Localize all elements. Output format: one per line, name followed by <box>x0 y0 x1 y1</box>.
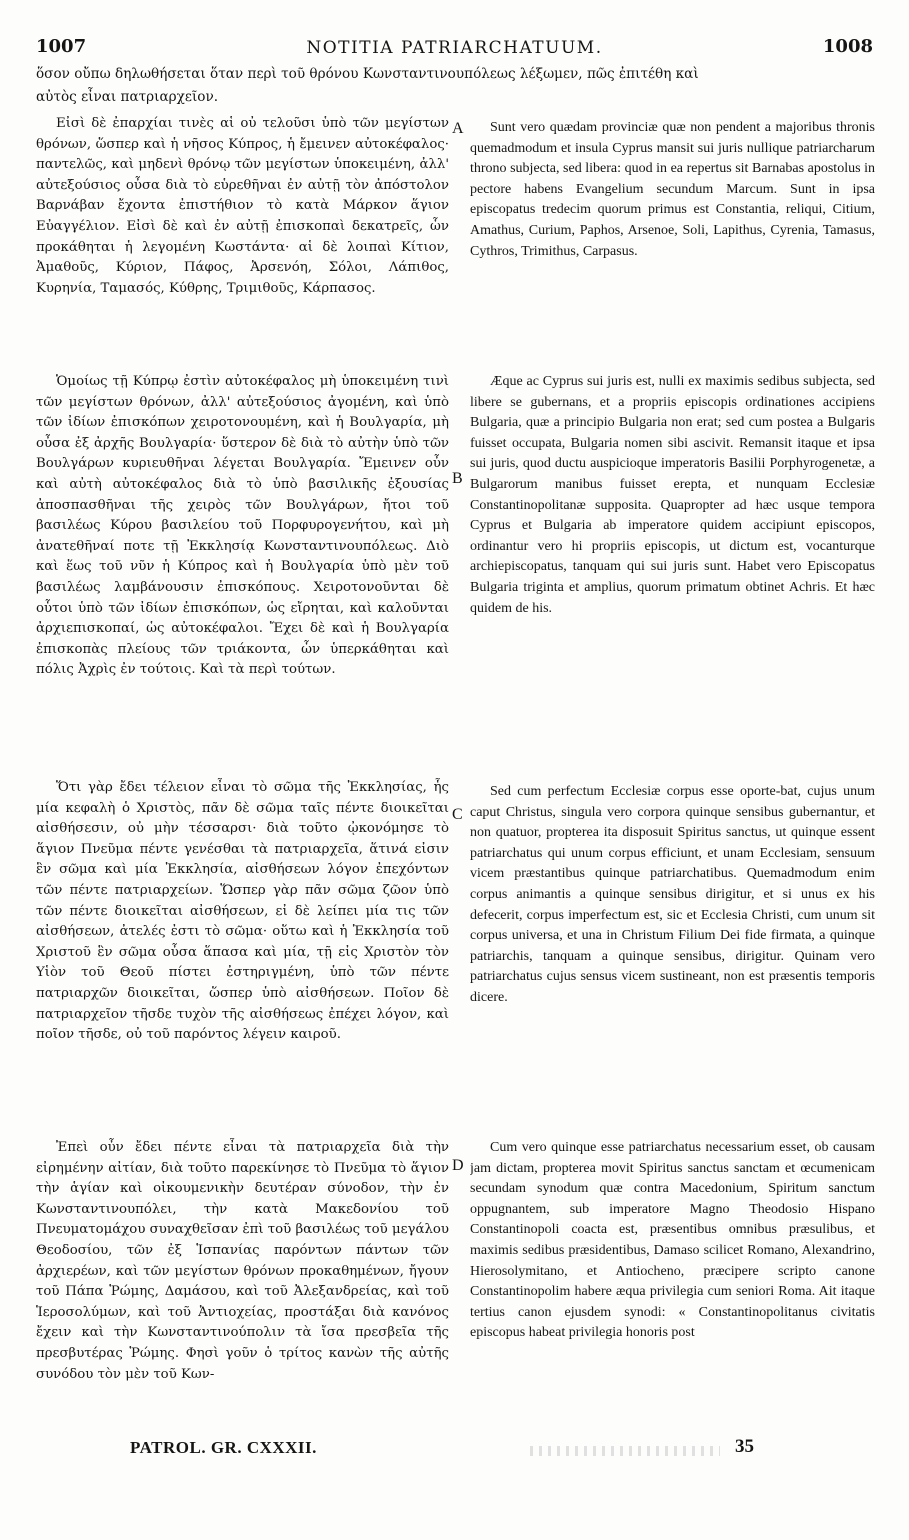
signature-mark: 35 <box>735 1436 754 1457</box>
latin-paragraph-3: Sed cum perfectum Ecclesiæ corpus esse oporte-bat, cujus unum caput Christus, singula vero corpora quinque sensibus gubernantur, et non quatuor, propterea ita disposuit Spiritus sanctus, ut quinque essent patriarchatus qui unum corpus efficiunt, et unam Ecclesiam, sensuum vicem præstantibus quinque patriarchatibus. Quemadmodum enim corpus animantis a quinque sensibus dirigitur, et si unus ex his defecerit, corpus imperfectum est, sic et Ecclesia Christi, cum unum sit corpus universa, et una in Christum Filium Dei fide firmata, a quinque patriarchis, tanquam a quinque sensibus, dirigitur. Quinam vero patriarchatus cujus sensus vicem sustineant, non est præsentis temporis dicere. <box>470 784 875 1005</box>
greek-paragraph-3: Ὅτι γὰρ ἔδει τέλειον εἶναι τὸ σῶμα τῆς Ἐκκλησίας, ἧς μία κεφαλὴ ὁ Χριστὸς, πᾶν δὲ σῶμα ταῖς πέντε διοικεῖται αἰσθήσεσιν, οὐ μὴν τέσσαρσι· διὰ τοῦτο ᾠκονόμησε τὸ ἅγιον Πνεῦμα πέντε γενέσθαι τὰ πατριαρχεῖα, ἅτινά εἰσιν ἓν σῶμα καὶ μία Ἐκκλησία, αἰσθήσεων λόγον ἐπεχόντων τῶν πέντε πατριαρχείων. Ὥσπερ γὰρ πᾶν σῶμα ζῶον ὑπὸ τῶν πέντε διοικεῖται αἰσθήσεων, εἰ δὲ λείπει μία τις τῶν αἰσθήσεων, ἀτελές ἐστι τὸ σῶμα· οὕτω καὶ ἡ Ἐκκλησία τοῦ Χριστοῦ ἓν σῶμα οὖσα ἅπασα καὶ μία, τῇ εἰς Χριστὸν τὸν Υἱὸν τοῦ Θεοῦ πίστει ἐστηριγμένη, ὑπὸ τῶν πέντε πατριαρχῶν διοικεῖται, ὥσπερ ὑπὸ αἰσθήσεων. Ποῖον δὲ πατριαρχεῖον τῆσδε τυχὸν τῆς αἰσθήσεως ἐπέχει λόγον, καὶ ποῖον τῆσδε, οὐ τοῦ παρόντος λέγειν καιροῦ. <box>36 780 449 1043</box>
page-footer <box>0 1438 909 1468</box>
running-title: NOTITIA PATRIARCHATUUM. <box>306 38 603 58</box>
continuation-line-1: ὅσον οὔπω δηλωθήσεται ὅταν περὶ τοῦ θρόνου Κωνσταντινουπόλεως λέξωμεν, πῶς ἐπιτέθη καὶ <box>36 66 699 82</box>
patrologia-volume-label: PATROL. GR. CXXXII. <box>130 1438 317 1457</box>
margin-letter-d: D <box>452 1157 464 1174</box>
margin-letter-b: B <box>452 470 463 487</box>
latin-paragraph-4: Cum vero quinque esse patriarchatus necessarium esset, ob causam jam dictam, propterea movit Spiritus sanctus sanctam et œcumenicam secundam synodum quæ contra Macedonium, Spiritum sanctum oppugnantem, sub imperatore Magno Theodosio Hispano Constantinopoli coacta est, præsentibus omnibus præsulibus, et maximis sedibus præsidentibus, Damaso scilicet Romano, Alexandrino, Hierosolymitano, et Antiocheno, præcipere scripto canone Constantinopolim habere æqua privilegia cum seniori Roma. Ait itaque tertius canon ejusdem synodi: « Constantinopolitanus civitatis episcopus habeat privilegia honoris post <box>470 1140 875 1341</box>
margin-letter-c: C <box>452 806 463 823</box>
right-column-number: 1008 <box>822 36 873 57</box>
greek-paragraph-4: Ἐπεὶ οὖν ἔδει πέντε εἶναι τὰ πατριαρχεῖα διὰ τὴν εἰρημένην αἰτίαν, διὰ τοῦτο παρεκίνησε τὸ Πνεῦμα τὸ ἅγιον τὴν ἁγίαν καὶ οἰκουμενικὴν δευτέραν σύνοδον, τὴν ἐν Κωνσταντινουπόλει, τὴν κατὰ Μακεδονίου τοῦ Πνευματομάχου συναχθεῖσαν ἐπὶ τοῦ βασιλέως τοῦ μεγάλου Θεοδοσίου, τῶν ἐξ Ἱσπανίας παρόντων πάντων τῶν ἀρχιερέων, καὶ τῶν μεγίστων θρόνων προκαθημένων, ἤγουν τοῦ Πάπα Ῥώμης, Δαμάσου, καὶ τοῦ Ἀλεξανδρείας, καὶ τοῦ Ἱεροσολύμων, καὶ τοῦ Ἀντιοχείας, προστάξαι διὰ κανόνος ἔχειν καὶ τὴν Κωνσταντινούπολιν τὰ ἴσα πρεσβεῖα τῆς πρεσβυτέρας Ῥώμης. Φησὶ γοῦν ὁ τρίτος κανὼν τῆς αὐτῆς συνόδου τὸν μὲν τοῦ Κων- <box>36 1140 449 1382</box>
latin-paragraph-2: Æque ac Cyprus sui juris est, nulli ex maximis sedibus subjecta, sed libere se gubernans, et a propriis episcopis ordinationes accipiens Bulgaria, quæ a principio Bulgaria non erat; sed cum postea a Bulgaris fuisset occupata, Bulgaria nomen sibi ascivit. Remansit itaque et ipsa sui juris, quod ductu auspicioque imperatoris Basilii Porphyrogenetæ, a Bulgarorum manibus fuisset erepta, et nunquam Ecclesiæ Constantinopolitanæ supposita. Quapropter ad hæc usque tempora Cyprus et Bulgaria ab imperatore quidem accipiunt episcopos, ordinantur vero hi propriis episcopis, ut dictum est, vocanturque archiepiscopatus, tanquam qui sui juris sunt. Habet vero Episcopatus Bulgaria triginta et amplius, quorum primatum obtinet Achris. Et hæc quidem de his. <box>470 374 875 616</box>
print-smudge <box>530 1446 720 1456</box>
continuation-line-2: αὐτὸς εἶναι πατριαρχεῖον. <box>36 89 219 105</box>
left-column-number: 1007 <box>36 36 87 57</box>
latin-paragraph-1: Sunt vero quædam provinciæ quæ non pendent a majoribus thronis quemadmodum et insula Cyprus mansit sui juris nullique patriarcharum throno subjecta, sed libera: quod in ea repertus sit Barnabas apostolus in pectore habens Evangelium secundum Marcum. Sunt in ipsa episcopatus tredecim quorum primus est Constantia, reliqui, Citium, Amathus, Curium, Paphos, Arsenoe, Soli, Lapithus, Cyrenia, Tamasus, Cythros, Trimithus, Carpasus. <box>470 120 875 259</box>
margin-letter-a: A <box>452 120 464 137</box>
greek-paragraph-2: Ὁμοίως τῇ Κύπρῳ ἐστὶν αὐτοκέφαλος μὴ ὑποκειμένη τινὶ τῶν μεγίστων θρόνων, ἀλλ' αὐτεξούσιος ἀγομένη, καὶ ὑπὸ τῶν ἰδίων ἐπισκόπων χειροτονουμένη, καὶ ἡ Βουλγαρία, μὴ οὖσα ἐξ ἀρχῆς Βουλγαρία· ὕστερον δὲ διὰ τὸ αὐτὴν ὑπὸ τῶν Βουλγάρων κυριευθῆναι λέγεται Βουλγαρία. Ἔμεινεν οὖν καὶ αὐτὴ αὐτοκέφαλος διὰ τὸ ὑπὸ βασιλικῆς ἐξουσίας ἀποσπασθῆναι τῆς χειρὸς τῶν Βουλγάρων, ἤτοι τοῦ βασιλέως Κύρου βασιλείου τοῦ Πορφυρογενήτου, καὶ μὴ ἀνατεθῆναί ποτε τῇ Ἐκκλησίᾳ Κωνσταντινουπόλεως. Διὸ καὶ ἕως τοῦ νῦν ἡ Κύπρος καὶ ἡ Βουλγαρία ὑπὸ μὲν τοῦ βασιλέως λαμβάνουσιν ἐπισκόπους. Χειροτονοῦνται δὲ οὗτοι ὑπὸ τῶν ἰδίων ἐπισκόπων, ὡς εἴρηται, καὶ καλοῦνται ἀρχιεπισκοπαί, ὡς αὐτοκέφαλοι. Ἔχει δὲ καὶ ἡ Βουλγαρία ἐπισκοπὰς πλείους τῶν τριάκοντα, ὧν ὑπερκάθηται καὶ πόλις Ἀχρὶς ἐν τούτοις. Καὶ τὰ περὶ τούτων. <box>36 374 449 678</box>
running-header <box>36 36 873 64</box>
greek-paragraph-1: Εἰσὶ δὲ ἐπαρχίαι τινὲς αἱ οὐ τελοῦσι ὑπὸ τῶν μεγίστων θρόνων, ὥσπερ καὶ ἡ νῆσος Κύπρος, ἡ ἔμεινεν αὐτοκέφαλος· παντελῶς, καὶ μηδενὶ θρόνῳ τῶν μεγίστων ὑποκειμένη, ἀλλ' αὐτεξούσιος οὖσα διὰ τὸ εὑρεθῆναι ἐν αὐτῇ τὸν ἀπόστολον Βαρνάβαν ἔχοντα ἐπιστήθιον τὸ κατὰ Μάρκον ἅγιον Εὐαγγέλιον. Εἰσὶ δὲ καὶ ἐν αὐτῇ ἐπισκοπαὶ δεκατρεῖς, ὧν προκάθηται ἡ λεγομένη Κωστάντα· αἱ δὲ λοιπαὶ Κίτιον, Ἀμαθοῦς, Κύριον, Πάφος, Ἀρσενόη, Σόλοι, Λάπιθος, Κυρηνία, Ταμασός, Κύθρης, Τριμιθοῦς, Κάρπασος. <box>36 116 449 296</box>
